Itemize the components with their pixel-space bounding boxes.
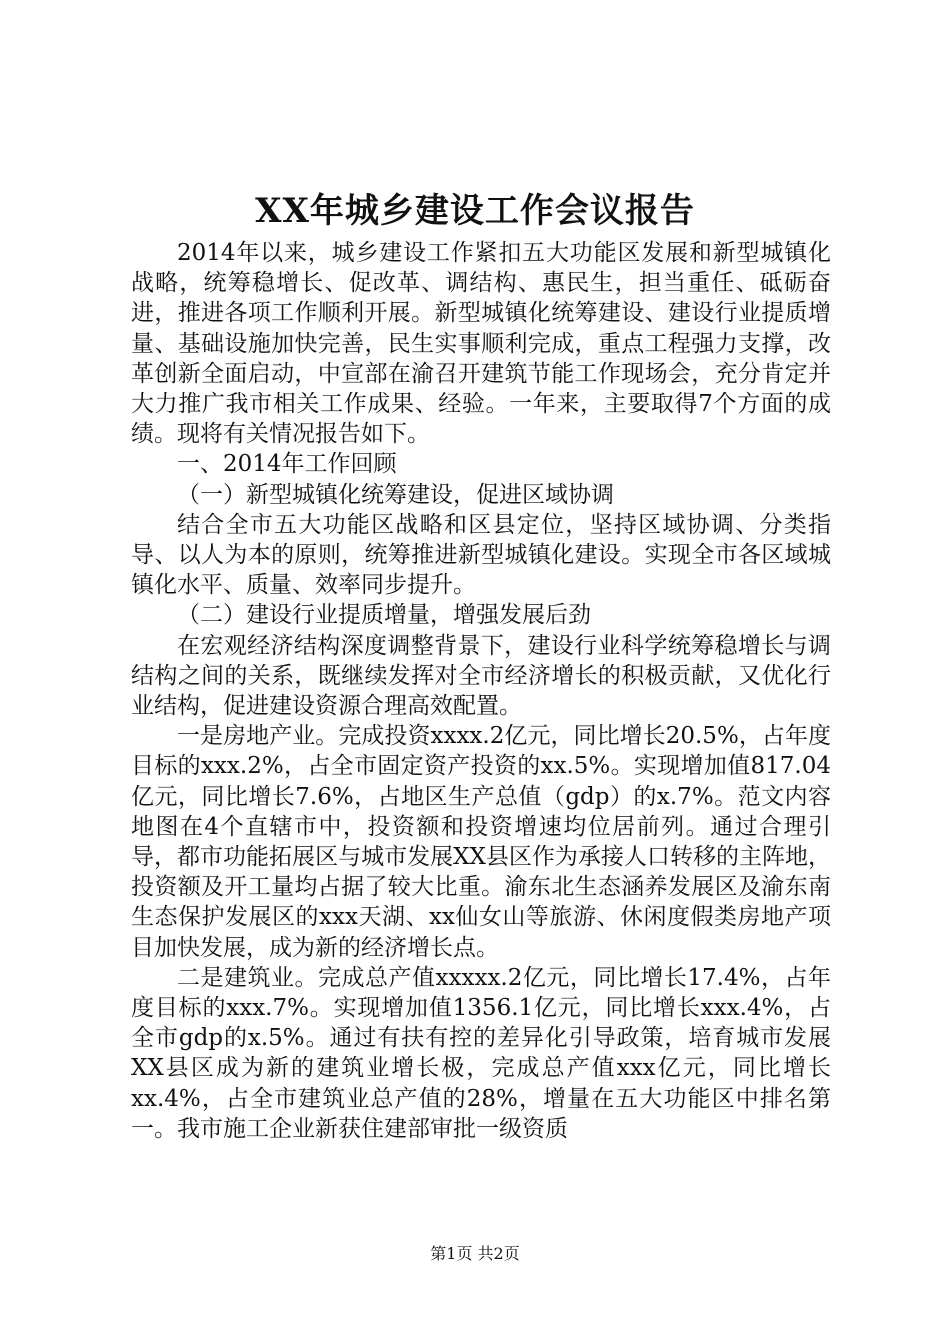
real-estate-paragraph: 一是房地产业。完成投资xxxx.2亿元，同比增长20.5%，占年度目标的xxx.2%，占全市固定资产投资的xx.5%。实现增加值817.04亿元，同比增长7.6%，占地区生产总值（gdp）的x.7%。范文内容地图在4个直辖市中，投资额和投资增速均位居前列。通过合理引导，都市功能拓展区与城市发展XX县区作为承接人口转移的主阵地，投资额及开工量均占据了较大比重。渝东北生态涵养发展区及渝东南生态保护发展区的xxx天湖、xx仙女山等旅游、休闲度假类房地产项目加快发展，成为新的经济增长点。 [131, 723, 831, 961]
section-heading-review: 一、2014年工作回顾 [177, 451, 397, 478]
page-footer: 第1页 共2页 [430, 1244, 520, 1263]
subsection-heading-urbanization: （一）新型城镇化统筹建设，促进区域协调 [177, 481, 614, 508]
intro-paragraph: 2014年以来，城乡建设工作紧扣五大功能区发展和新型城镇化战略，统筹稳增长、促改革、调结构、惠民生，担当重任、砥砺奋进，推进各项工作顺利开展。新型城镇化统筹建设、建设行业提质增量、基础设施加快完善，民生实事顺利完成，重点工程强力支撑，改革创新全面启动，中宣部在渝召开建筑节能工作现场会，充分肯定并大力推广我市相关工作成果、经验。一年来，主要取得7个方面的成绩。现将有关情况报告如下。 [131, 240, 831, 448]
subsection-heading-construction-industry: （二）建设行业提质增量，增强发展后劲 [177, 602, 591, 629]
building-industry-paragraph: 二是建筑业。完成总产值xxxxx.2亿元，同比增长17.4%，占年度目标的xxx.7%。实现增加值1356.1亿元，同比增长xxx.4%，占全市gdp的x.5%。通过有扶有控的差异化引导政策，培育城市发展XX县区成为新的建筑业增长极，完成总产值xxx亿元，同比增长xx.4%，占全市建筑业总产值的28%，增量在五大功能区中排名第一。我市施工企业新获住建部审批一级资质 [131, 964, 831, 1142]
urbanization-paragraph: 结合全市五大功能区战略和区县定位，坚持区域协调、分类指导、以人为本的原则，统筹推进新型城镇化建设。实现全市各区域城镇化水平、质量、效率同步提升。 [131, 511, 831, 599]
document-body [131, 238, 831, 1144]
document-title: XX年城乡建设工作会议报告 [255, 191, 695, 231]
construction-industry-paragraph: 在宏观经济结构深度调整背景下，建设行业科学统筹稳增长与调结构之间的关系，既继续发挥对全市经济增长的积极贡献，又优化行业结构，促进建设资源合理高效配置。 [131, 632, 831, 720]
